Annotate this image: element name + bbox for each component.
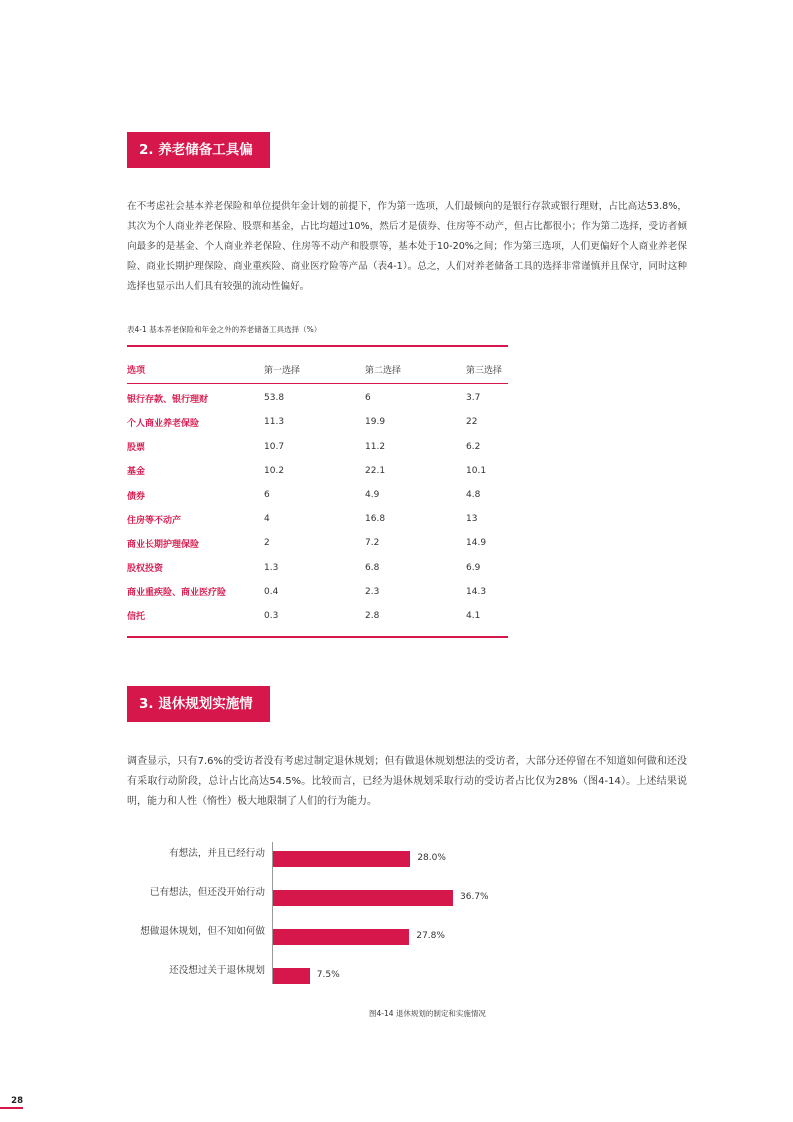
table-header-row [127,357,508,381]
page-number: 28 [0,1096,23,1109]
table-header-divider [127,383,508,384]
chart-data-label: 27.8% [416,931,445,941]
table-cell: 7.2 [365,538,380,549]
table-row [127,507,508,531]
table-row-label: 基金 [127,467,146,478]
table-cell: 10.7 [264,441,285,452]
table-cell: 10.1 [466,465,487,476]
chart-category-label: 已有想法，但还没开始行动 [149,887,265,898]
table-cell: 16.8 [365,514,386,525]
section-heading-retirement-planning: 3. 退休规划实施情况 [127,686,270,722]
table-row-label: 银行存款、银行理财 [127,394,209,405]
table-row-label: 股权投资 [127,564,164,575]
chart-data-label: 28.0% [417,853,446,863]
table-cell: 4.9 [365,490,380,501]
table-row [127,531,508,555]
table-row-label: 商业长期护理保险 [127,539,200,550]
table-row [127,580,508,604]
table-row [127,459,508,483]
table-cell: 3.7 [466,393,481,404]
table-cell: 6 [264,490,270,501]
table-row-label: 个人商业养老保险 [127,418,200,429]
table-cell: 13 [466,514,478,525]
chart-bar [273,890,453,906]
table-cell: 6.9 [466,562,481,573]
table-row-label: 债券 [127,491,146,502]
table-cell: 2.3 [365,586,380,597]
chart-data-label: 7.5% [316,970,340,980]
table-cell: 22 [466,417,478,428]
table-row [127,556,508,580]
table-cell: 53.8 [264,393,285,404]
table-cell: 10.2 [264,465,285,476]
chart-bar [273,968,310,984]
paragraph-retirement-planning: 调查显示，只有7.6%的受访者没有考虑过制定退休规划；但有做退休规划想法的受访者，大部分还停留在不知道如何做和还没有采取行动阶段，总计占比高达54.5%。比较而言，已经为退休规划采取行动的受访者占比仅为28%（图4-14）。上述结果说明，能力和人性（惰性）极大地限制了人们的行为能力。 [127,756,687,807]
table-header-cell: 选项 [127,365,146,376]
table-cell: 6.8 [365,562,380,573]
table-cell: 11.3 [264,417,285,428]
chart-category-label: 想做退休规划，但不知如何做 [140,926,265,937]
table-cell: 14.3 [466,586,487,597]
paragraph-storage-tools: 在不考虑社会基本养老保险和单位提供年金计划的前提下，作为第一选项，人们最倾向的是银行存款或银行理财，占比高达53.8%，其次为个人商业养老保险、股票和基金，占比均超过10%，然后才是债券、住房等不动产，但占比都很小；作为第二选择，受访者倾向最多的是基金、个人商业养老保险、住房等不动产和股票等，基本处于10-20%之间；作为第三选项，人们更偏好个人商业养老保险、商业长期护理保险、商业重疾险、商业医疗险等产品（表4-1）。总之，人们对养老储备工具的选择非常谨慎并且保守，同时这种选择也显示出人们具有较强的流动性偏好。 [127,201,687,292]
chart-bar [273,851,410,867]
table-cell: 2 [264,538,270,549]
table-header-cell: 第二选择 [365,365,402,376]
table-cell: 2.8 [365,610,380,621]
table-body [127,383,508,628]
table-cell: 19.9 [365,417,386,428]
table-header-cell: 第三选择 [466,365,503,376]
table-cell: 4.8 [466,490,481,501]
table-row [127,435,508,459]
table-row-label: 商业重疾险、商业医疗险 [127,588,227,599]
table-cell: 6.2 [466,441,481,452]
chart-category-label: 有想法，并且已经行动 [169,848,265,859]
table-row-label: 信托 [127,612,146,623]
table-row [127,410,508,434]
table-row [127,604,508,628]
table-cell: 4.1 [466,610,481,621]
table-row-label: 股票 [127,443,146,454]
storage-tools-table [127,345,508,638]
table-header-cell: 第一选择 [264,365,301,376]
table-cell: 22.1 [365,465,386,476]
chart-caption: 图4-14 退休规划的制定和实施情况 [369,1009,486,1018]
table-cell: 0.3 [264,610,279,621]
table-cell: 0.4 [264,586,279,597]
chart-category-label: 还没想过关于退休规划 [169,965,265,976]
table-cell: 1.3 [264,562,279,573]
table-cell: 6 [365,393,371,404]
table-row [127,483,508,507]
table-row-label: 住房等不动产 [127,515,182,526]
section-heading-storage-tools: 2. 养老储备工具偏好 [127,132,270,168]
table-row [127,386,508,410]
table-cell: 11.2 [365,441,386,452]
table-caption: 表4-1 基本养老保险和年金之外的养老储备工具选择（%） [127,325,322,334]
table-cell: 4 [264,514,270,525]
chart-bar [273,929,409,945]
table-cell: 14.9 [466,538,487,549]
chart-data-label: 36.7% [460,892,489,902]
